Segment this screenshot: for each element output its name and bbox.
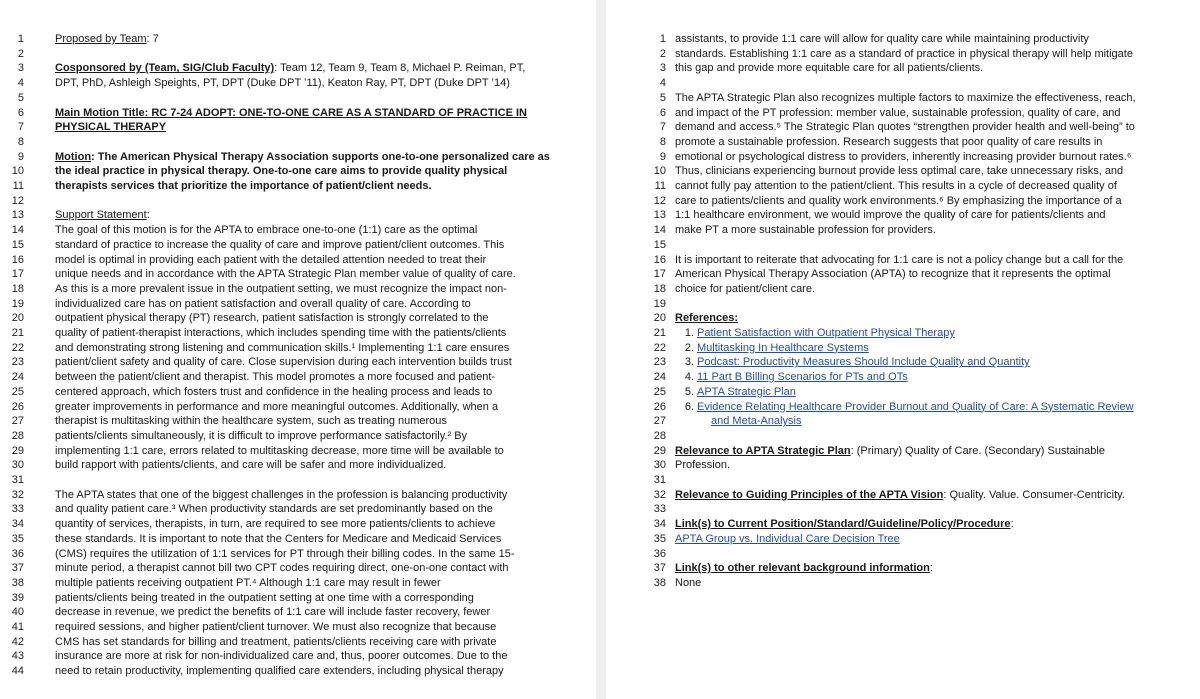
reference-link-1[interactable]: Patient Satisfaction with Outpatient Physical Therapy bbox=[697, 327, 955, 339]
reference-link-2[interactable]: Multitasking In Healthcare Systems bbox=[697, 341, 869, 354]
document-page-right: 1 assistants, to provide 1:1 care will allow for quality care while maintaining productivity 2 standards. Establishing 1:1 care as a standard of practice in physical therapy will help mitigate 3 this gap and provide more equitable care for all patients/clients. 4 5 The APTA Strategic Plan also recognizes multiple factors to maximize the effectiveness, reach, 6 and impact of the PT profession: member value, sustainable profession, quality of care, and 7 demand and access.⁵ The Strategic Plan quotes “strengthen provider health and well-being” to 8 promote a sustainable profession. Research suggests that poor quality of care results in 9 emotional or psychological distress to providers, inherently increasing provider burnout rates.⁶ 10 Thus, clinicians experiencing burnout provide less optimal care, take unnecessary risks, and 11 cannot fully pay attention to the patient/client. This results in a cycle of decreased quality of 12 care to patients/clients and quality work environments.⁶ By emphasizing the importance of a 13 1:1 healthcare environment, we would improve the quality of care for patients/clients and 14 make PT a more sustainable profession for providers. 15 16 It is important to reiterate that advocating for 1:1 care is not a policy change but a call for the 17 American Physical Therapy Association (APTA) to recognize that it represents the optimal 18 choice for patient/client care. 19 20 References: 21 1. Patient Satisfaction with Outpatient Physical Therapy 22 2. Multitasking In Healthcare Systems 23 3. Podcast: Productivity Measures Should Include Quality and Quantity 24 4. 11 Part B Billing Scenarios for PTs and OTs 25 5. APTA Strategic Plan 26 6. Evidence Relating Healthcare Provider Burnout and Quality of Care: A Systematic Review 27 and Meta-Analysis 28 29 Relevance to APTA Strategic Plan: (Primary) Quality of Care. (Secondary) Sustainable 30 Profession. 31 32 Relevance to Guiding Principles of the APTA Vision: Quality. Value. Consumer-Centricity. 33 34 Link(s) to Current Position/Standard/Guideline/Policy/Procedure: 35 APTA Group vs. Individual Care Decision Tree 36 37 Link(s) to other relevant background information: 38 None bbox=[606, 0, 1200, 699]
reference-link-6[interactable]: Evidence Relating Healthcare Provider Burnout and Quality of Care: A Systematic Review bbox=[697, 400, 1134, 413]
decision-tree-link[interactable]: APTA Group vs. Individual Care Decision Tree bbox=[675, 532, 900, 545]
reference-link-3[interactable]: Podcast: Productivity Measures Should Include Quality and Quantity bbox=[697, 356, 1030, 369]
reference-link-5[interactable]: APTA Strategic Plan bbox=[697, 385, 796, 398]
reference-link-4[interactable]: 11 Part B Billing Scenarios for PTs and OTs bbox=[697, 371, 908, 384]
document-page-left: 1 Proposed by Team: 7 2 3 Cosponsored by (Team, SIG/Club Faculty): Team 12, Team 9, Team 8, Michael P. Reiman, PT, 4 DPT, PhD, Ashleigh Speights, PT, DPT (Duke DPT ’11), Keaton Ray, PT, DPT (Duke DPT ’14) 5 6 Main Motion Title: RC 7-24 ADOPT: ONE-TO-ONE CARE AS A STANDARD OF PRACTICE IN 7 PHYSICAL THERAPY 8 9 Motion: The American Physical Therapy Association supports one-to-one personalized care as 10 the ideal practice in physical therapy. One-to-one care aims to provide quality physical 11 therapists services that prioritize the importance of patient/client needs. 12 13 Support Statement: 14 The goal of this motion is for the APTA to embrace one-to-one (1:1) care as the optimal 15 standard of practice to increase the quality of care and improve patient/client outcomes. This 16 model is optimal in providing each patient with the detailed attention needed to treat their 17 unique needs and in accordance with the APTA Strategic Plan member value of quality of care. 18 As this is a more prevalent issue in the outpatient setting, we must recognize the impact non- 19 individualized care has on patient satisfaction and overall quality of care. According to 20 outpatient physical therapy (PT) research, patient satisfaction is strongly correlated to the 21 quality of patient-therapist interactions, which includes spending time with the patients/clients 22 and demonstrating strong listening and communication skills.¹ Implementing 1:1 care ensures 23 patient/client safety and quality of care. Close supervision during each intervention builds trust 24 between the patient/client and therapist. This model promotes a more focused and patient- 25 centered approach, which fosters trust and confidence in the healing process and leads to 26 greater improvements in performance and more meaningful outcomes. Additionally, when a 27 therapist is multitasking within the healthcare system, such as treating numerous 28 patients/clients simultaneously, it is difficult to improve performance satisfactorily.² By 29 implementing 1:1 care, errors related to multitasking decrease, more time will be available to 30 build rapport with patients/clients, and care will be safer and more individualized. 31 32 The APTA states that one of the biggest challenges in the profession is balancing productivity 33 and quality patient care.³ When productivity standards are set predominantly based on the 34 quantity of services, therapists, in turn, are required to see more patients/clients to achieve 35 these standards. It is important to note that the Centers for Medicare and Medicaid Services 36 (CMS) requires the utilization of 1:1 services for PT through their billing codes. In the same 15- 37 minute period, a therapist cannot bill two CPT codes requiring direct, one-on-one contact with 38 multiple patients receiving outpatient PT.⁴ Although 1:1 care may result in fewer 39 patients/clients being treated in the outpatient setting at one time with a corresponding 40 decrease in revenue, we predict the benefits of 1:1 care will include faster recovery, fewer 41 required sessions, and higher patient/client turnover. We must also recognize that because 42 CMS has set standards for billing and treatment, patients/clients receiving care with private 43 insurance are more at risk for non-individualized care and, thus, poorer outcomes. Due to the 44 need to retain productivity, implementing qualified care extenders, including physical therapy bbox=[0, 0, 596, 699]
page-gap bbox=[596, 0, 606, 699]
reference-link-6-cont[interactable]: and Meta-Analysis bbox=[711, 415, 802, 428]
